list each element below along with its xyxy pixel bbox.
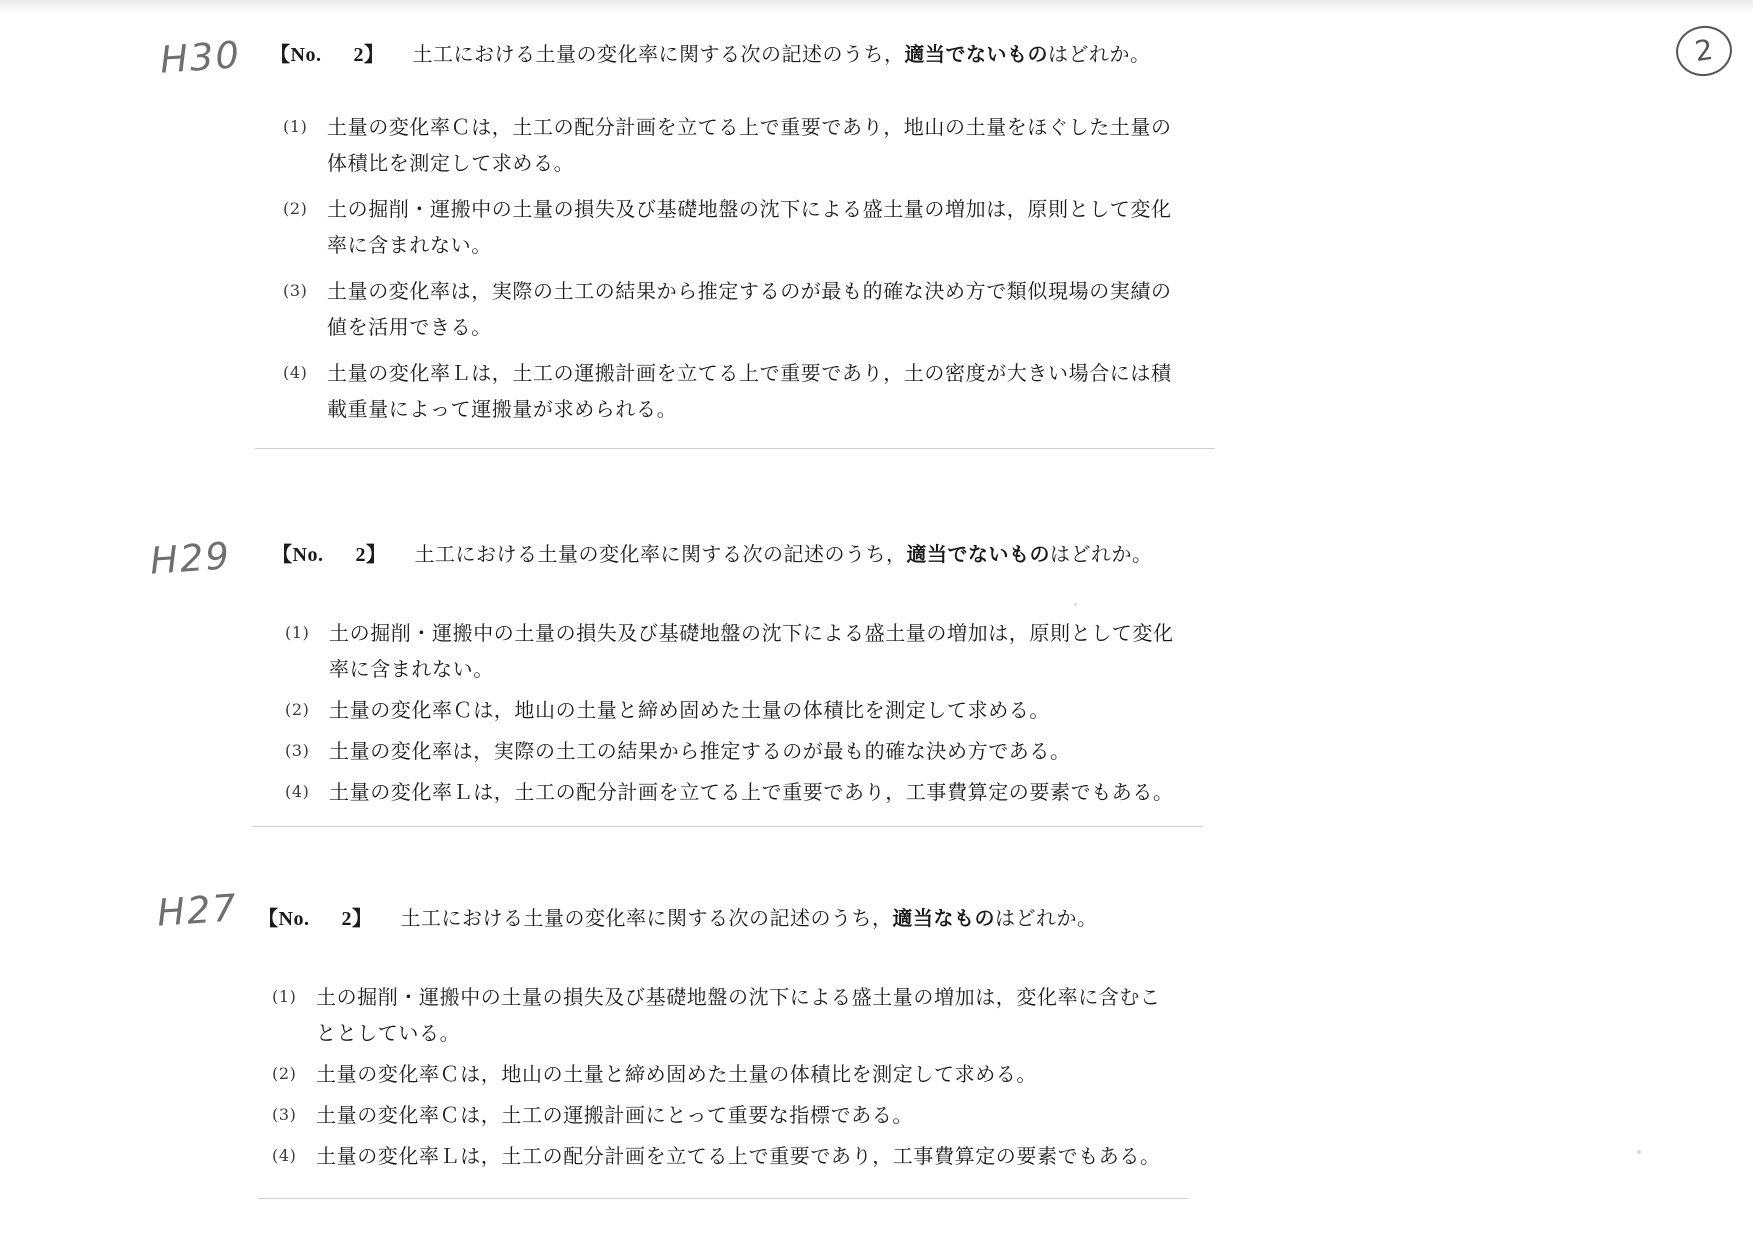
question-text: 土工における土量の変化率に関する次の記述のうち， [400, 906, 893, 930]
option-number: (2) [283, 199, 308, 218]
option-text: 土量の変化率Ｃは，地山の土量と締め固めた土量の体積比を測定して求める。 [329, 698, 1050, 722]
option-text: 土の掘削・運搬中の土量の損失及び基礎地盤の沈下による盛土量の増加は，原則として変化率に含まれない。 [327, 197, 1172, 257]
question-emphasis: 適当でないもの [906, 542, 1050, 566]
option-number: (1) [283, 117, 308, 136]
answer-option [272, 1097, 1172, 1133]
section-divider [252, 826, 1202, 827]
option-number: (3) [283, 281, 308, 300]
option-text: 土量の変化率Ｃは，土工の運搬計画にとって重要な指標である。 [316, 1103, 913, 1127]
answer-option [272, 979, 1172, 1051]
section-divider [255, 448, 1215, 449]
answer-option [285, 615, 1185, 687]
page-number-mark: 2 [1673, 22, 1735, 79]
answer-option [285, 692, 1185, 728]
option-number: (2) [272, 1064, 297, 1083]
question-number: 【No. 2】 [258, 908, 373, 930]
option-text: 土量の変化率は，実際の土工の結果から推定するのが最も的確な決め方である。 [329, 739, 1071, 763]
option-number: (2) [285, 700, 310, 719]
option-number: (4) [285, 782, 310, 801]
answer-options [285, 615, 1185, 815]
answer-option [283, 191, 1183, 263]
option-number: (1) [272, 987, 297, 1006]
handwritten-year-note: H29 [148, 534, 233, 583]
answer-option [283, 273, 1183, 345]
option-number: (4) [272, 1146, 297, 1165]
question-emphasis: 適当でないもの [904, 42, 1048, 66]
section-divider [258, 1198, 1188, 1199]
option-text: 土量の変化率は，実際の土工の結果から推定するのが最も的確な決め方で類似現場の実績の値を活用できる。 [327, 279, 1172, 339]
question-emphasis: 適当なもの [892, 906, 995, 930]
question-text: 土工における土量の変化率に関する次の記述のうち， [414, 542, 907, 566]
option-text: 土の掘削・運搬中の土量の損失及び基礎地盤の沈下による盛土量の増加は，原則として変化率に含まれない。 [329, 621, 1174, 681]
option-text: 土量の変化率Ｌは，土工の配分計画を立てる上で重要であり，工事費算定の要素でもある。 [329, 780, 1174, 804]
question-text: 土工における土量の変化率に関する次の記述のうち， [412, 42, 905, 66]
handwritten-year-note: H30 [158, 33, 243, 82]
option-text: 土量の変化率Ｃは，地山の土量と締め固めた土量の体積比を測定して求める。 [316, 1062, 1037, 1086]
question-number: 【No. 2】 [272, 544, 387, 566]
option-number: (3) [285, 741, 310, 760]
option-number: (1) [285, 623, 310, 642]
handwritten-year-note: H27 [155, 886, 240, 935]
option-text: 土量の変化率Ｌは，土工の配分計画を立てる上で重要であり，工事費算定の要素でもある。 [316, 1144, 1161, 1168]
answer-option [272, 1138, 1172, 1174]
answer-option [283, 355, 1183, 427]
question-heading [270, 38, 1150, 67]
answer-options [283, 109, 1183, 437]
question-heading [272, 538, 1152, 567]
scan-speck [1074, 603, 1077, 606]
question-text-end: はどれか。 [994, 906, 1098, 930]
answer-option [283, 109, 1183, 181]
question-number: 【No. 2】 [270, 44, 385, 66]
option-number: (3) [272, 1105, 297, 1124]
option-text: 土量の変化率Ｃは，土工の配分計画を立てる上で重要であり，地山の土量をほぐした土量の体積比を測定して求める。 [327, 115, 1172, 175]
option-text: 土量の変化率Ｌは，土工の運搬計画を立てる上で重要であり，土の密度が大きい場合には積載重量によって運搬量が求められる。 [327, 361, 1172, 421]
option-number: (4) [283, 363, 308, 382]
answer-options [272, 979, 1172, 1179]
question-text-end: はどれか。 [1049, 542, 1153, 566]
answer-option [285, 774, 1185, 810]
question-text-end: はどれか。 [1047, 42, 1151, 66]
answer-option [285, 733, 1185, 769]
scan-shadow [0, 0, 1753, 14]
question-heading [258, 902, 1097, 931]
option-text: 土の掘削・運搬中の土量の損失及び基礎地盤の沈下による盛土量の増加は，変化率に含むこととしている。 [316, 985, 1161, 1045]
answer-option [272, 1056, 1172, 1092]
scan-speck [1637, 1150, 1641, 1154]
